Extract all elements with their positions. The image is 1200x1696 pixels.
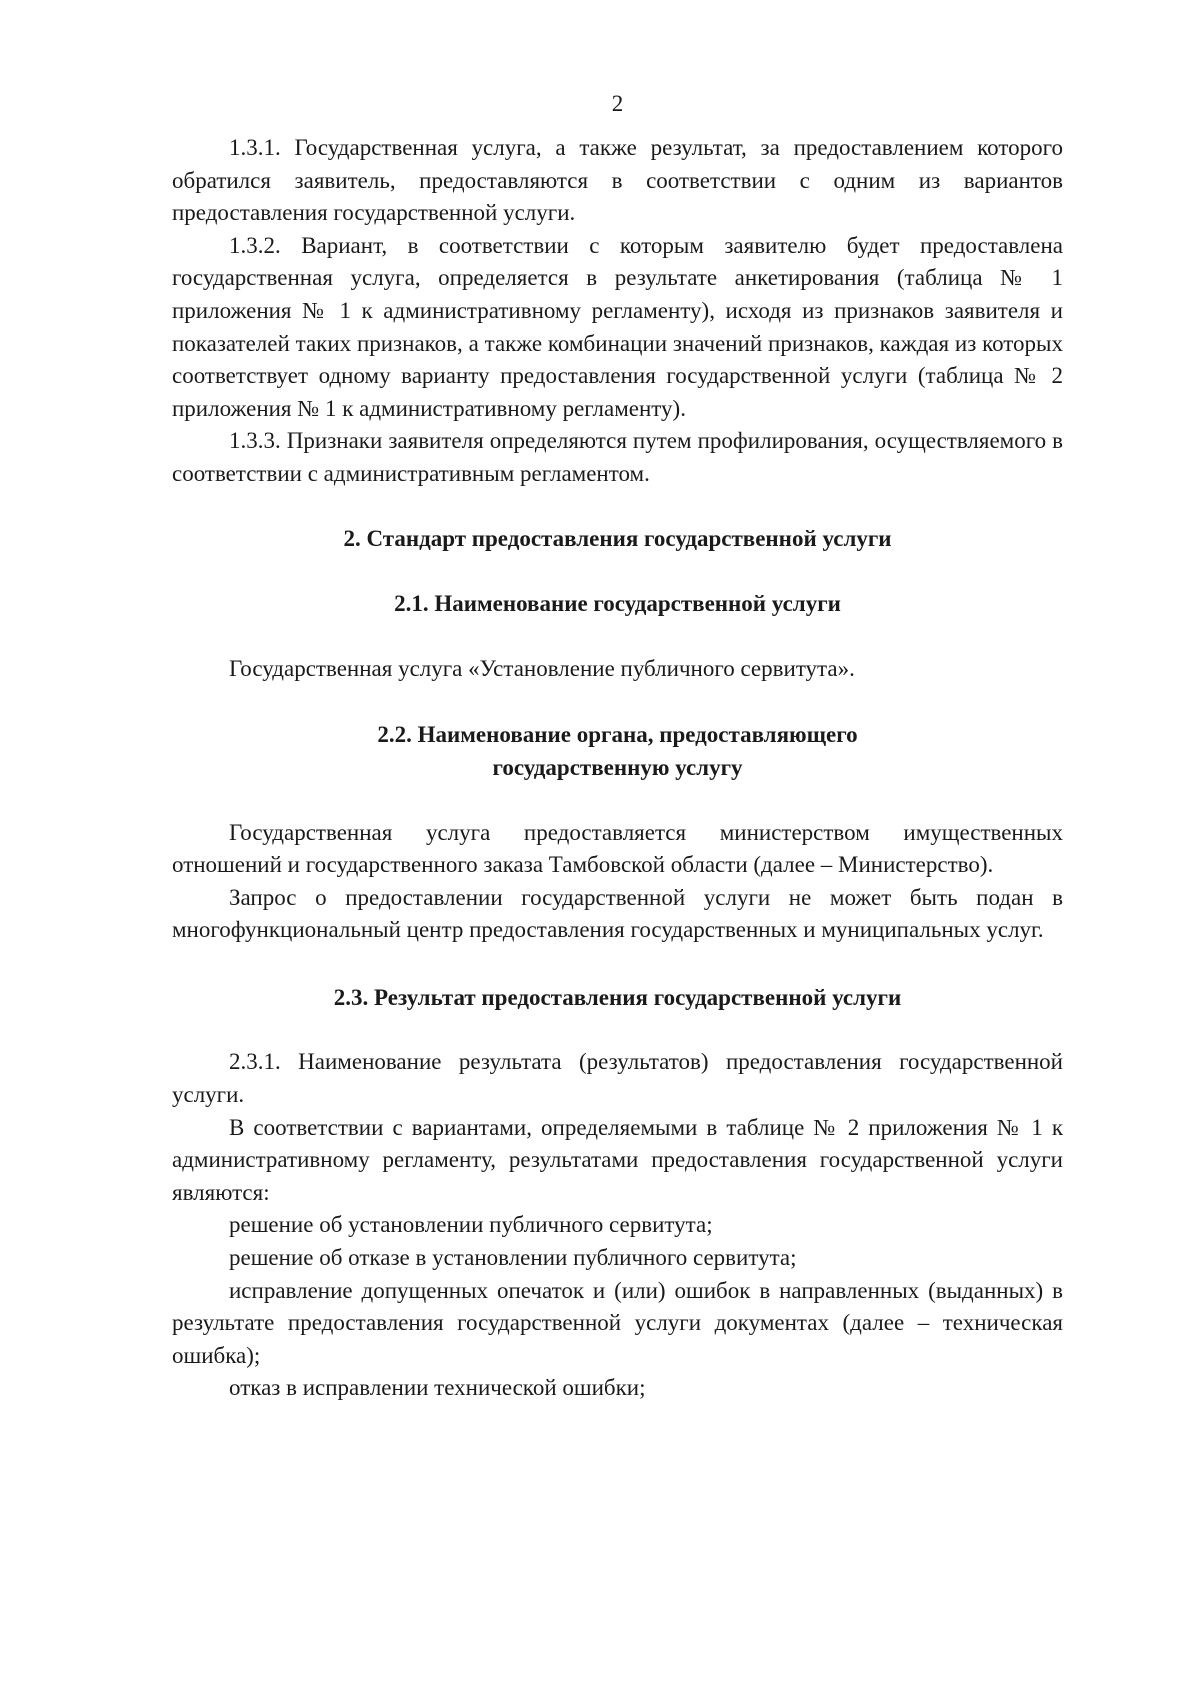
section-2-heading: 2. Стандарт предоставления государственной услуги xyxy=(343,525,892,551)
service-name-text: Государственная услуга «Установление публичного сервитута». xyxy=(229,655,855,681)
section-2-1-heading: 2.1. Наименование государственной услуги xyxy=(394,591,841,617)
result-item-3: исправление допущенных опечаток и (или) ошибок в направленных (выданных) в результате предоставления государственной услуги документах (далее – техническая ошибка); xyxy=(172,1277,1063,1368)
section-2-3-heading: 2.3. Результат предоставления государственной услуги xyxy=(333,984,902,1010)
page-number: 2 xyxy=(611,91,624,116)
paragraph-mfc: Запрос о предоставлении государственной услуги не может быть подан в многофункциональный центр предоставления государственных и муниципальных услуг. xyxy=(172,884,1063,943)
section-2-2-heading-line1: 2.2. Наименование органа, предоставляющего xyxy=(377,722,858,748)
paragraph-2-3-1: 2.3.1. Наименование результата (результатов) предоставления государственной услуги. xyxy=(172,1049,1063,1108)
result-item-2: решение об отказе в установлении публичного сервитута; xyxy=(229,1245,797,1271)
paragraph-1-3-2: 1.3.2. Вариант, в соответствии с которым заявителю будет предоставлена государственная услуга, определяется в результате анкетирования (таблица № 1 приложения № 1 к административному регламенту), исходя из признаков заявителя и показателей таких признаков, а также комбинации значений признаков, каждая из которых соответствует одному варианту предоставления государственной услуги (таблица № 2 приложения № 1 к административному регламенту). xyxy=(172,232,1063,421)
result-item-4: отказ в исправлении технической ошибки; xyxy=(229,1375,646,1401)
paragraph-1-3-3: 1.3.3. Признаки заявителя определяются путем профилирования, осуществляемого в соответствии с административным регламентом. xyxy=(172,428,1063,486)
section-2-2-heading-line2: государственную услугу xyxy=(492,754,743,780)
section-2-2-heading xyxy=(172,719,1063,784)
result-item-1: решение об установлении публичного сервитута; xyxy=(229,1212,713,1238)
paragraph-results-intro: В соответствии с вариантами, определяемыми в таблице № 2 приложения № 1 к административному регламенту, результатами предоставления государственной услуги являются: xyxy=(172,1114,1063,1205)
paragraph-1-3-1: 1.3.1. Государственная услуга, а также результат, за предоставлением которого обратился заявитель, предоставляются в соответствии с одним из вариантов предоставления государственной услуги. xyxy=(172,135,1063,226)
paragraph-ministry: Государственная услуга предоставляется министерством имущественных отношений и государственного заказа Тамбовской области (далее – Министерство). xyxy=(172,819,1063,878)
